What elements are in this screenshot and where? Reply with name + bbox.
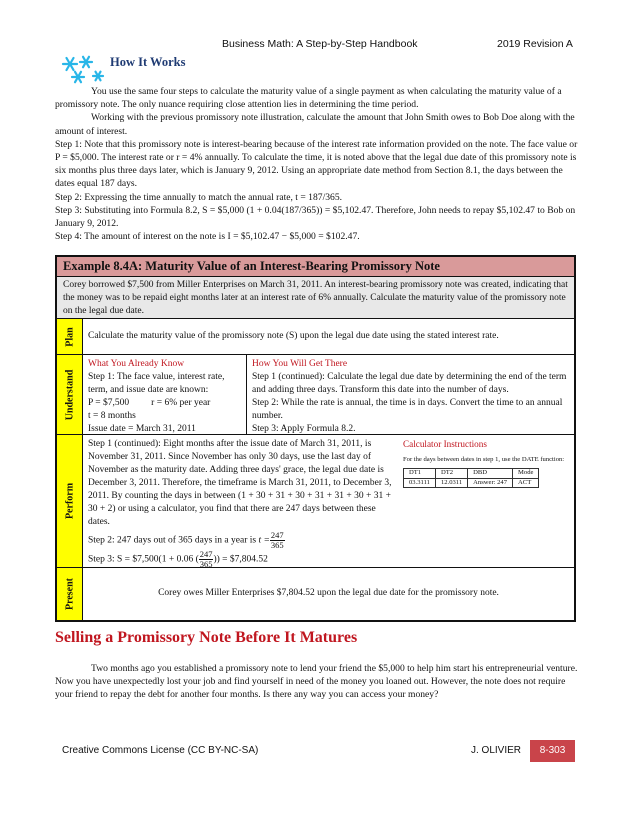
perform-step3 [88,550,393,569]
perform-work [83,435,398,568]
intro-text [55,85,580,243]
plan-label [57,319,83,355]
calc-header-cell: DT1 [404,469,436,479]
step3-fraction [199,550,214,569]
footer-author: J. OLIVIER [471,745,522,756]
known-pr-row [88,397,241,410]
calculator-panel [398,435,574,568]
fraction-numerator: 247 [199,549,213,559]
step3-result: )) = $7,804.52 [213,554,268,565]
calc-table [403,468,539,488]
section-heading: How It Works [110,55,186,69]
calc-header-row [404,469,539,479]
fraction-numerator: 247 [270,530,284,540]
section2-paragraph: Two months ago you established a promissory note to lend your friend the $5,000 to help him start his entrepreneurial venture. Now you have unexpectedly lost your job and find yourself in need of the money you loaned out. However, the note does not require your friend to repay the debt for another four months. Is there any way you can access your money? [55,663,578,701]
get-column [247,355,574,435]
calc-value-cell: 12.0311 [435,478,467,488]
get-step: Step 2: While the rate is annual, the time is in days. Convert the time to an annual number. [252,398,563,421]
intro-paragraph: You use the same four steps to calculate the maturity value of a single payment as when calculating the maturity value of a promissory note. The only nuance requiring close attention lies in determining the time period. [55,86,562,111]
known-rate: r = 6% per year [151,398,211,408]
snowflake-icon [60,54,108,86]
understand-label [57,355,83,435]
get-step: Step 1 (continued): Calculate the legal due date by determining the end of the term and adding three days. Transform this date into the number of days. [252,372,567,395]
intro-step: Step 4: The amount of interest on the note is I = $5,102.47 − $5,000 = $102.47. [55,231,360,243]
calc-header-cell: DT2 [435,469,467,479]
example-box [55,255,576,622]
plan-text: Calculate the maturity value of the promissory note (S) upon the legal due date using the stated interest rate. [83,319,574,355]
calc-header-cell: Mode [513,469,539,479]
running-header-revision: 2019 Revision A [497,38,573,50]
page-number: 8-303 [530,740,575,762]
footer-license: Creative Commons License (CC BY-NC-SA) [62,745,259,756]
section2-heading: Selling a Promissory Note Before It Matures [55,629,358,646]
calc-title: Calculator Instructions [403,439,487,449]
present-label-text: Present [64,577,75,611]
known-intro: Step 1: The face value, interest rate, term, and issue date are known: [88,372,225,395]
present-label [57,568,83,620]
perform-step1: Step 1 (continued): Eight months after the issue date of March 31, 2011, is November 31, 2011. Since November has only 30 days, use the last day of November as the maturity date. Adding three days' grace, the legal due date is December 3, 2011. Therefore, the timeframe is March 31, 2011, to December 3, 2011. By counting the days in between (1 + 30 + 31 + 30 + 31 + 31 + 30 + 31 + 30 + 2) or using a calculator, you find that there are 247 days between these dates. [88,439,392,527]
intro-step: Step 2: Expressing the time annually to match the annual rate, t = 187/365. [55,191,343,203]
get-step: Step 3: Apply Formula 8.2. [252,424,356,434]
get-heading: How You Will Get There [252,359,348,369]
step2-text: Step 2: 247 days out of 365 days in a year is [88,535,259,546]
intro-step: Step 3: Substituting into Formula 8.2, S = $5,000 (1 + 0.04(187/365)) = $5,102.47. Therefore, John needs to repay $5,102.47 to Bob on January 9, 2012. [55,204,576,230]
intro-step: Step 1: Note that this promissory note is interest-bearing because of the interest rate information provided on the note. The face value or P = $5,000. The interest rate or r = 4% annually. To calculate the time, it is noted above that the legal due date of this promissory note is six months plus three days later, which is January 9, 2012. Using an appropriate date method from Section 8.1, the days between the dates equal 187 days. [55,138,578,190]
example-title: Example 8.4A: Maturity Value of an Interest-Bearing Promissory Note [57,257,574,277]
known-principal: P = $7,500 [88,398,130,408]
plan-label-text: Plan [64,326,75,347]
calc-value-cell: 03.3111 [404,478,436,488]
known-column [83,355,247,435]
perform-label-text: Perform [64,482,75,520]
known-heading: What You Already Know [88,359,185,369]
example-description: Corey borrowed $7,500 from Miller Enterprises on March 31, 2011. An interest-bearing promissory note was created, indicating that the money was to be repaid eight months later at an interest rate of 6% annually. Calculate the maturity value of the promissory note on the legal due date. [57,277,574,319]
perform-label [57,435,83,568]
step2-fraction [270,531,285,550]
calc-value-cell: Answer: 247 [468,478,513,488]
understand-label-text: Understand [64,369,75,420]
calc-value-row [404,478,539,488]
perform-step2 [88,531,393,550]
step2-var: t = [258,535,270,546]
calc-value-cell: ACT [513,478,539,488]
intro-paragraph: Working with the previous promissory note illustration, calculate the amount that John Smith owes to Bob Doe along with the amount of interest. [55,112,575,137]
present-text: Corey owes Miller Enterprises $7,804.52 upon the legal due date for the promissory note. [158,588,499,598]
calc-header-cell: DBD [468,469,513,479]
running-header-title: Business Math: A Step-by-Step Handbook [222,38,418,50]
known-issue-date: Issue date = March 31, 2011 [88,424,196,434]
fraction-denominator: 365 [199,559,213,569]
step3-text: Step 3: S = $7,500(1 + 0.06 ( [88,554,199,565]
calc-subtitle: For the days between dates in step 1, use the DATE function: [403,456,565,463]
fraction-denominator: 365 [270,540,284,550]
known-term: t = 8 months [88,411,136,421]
